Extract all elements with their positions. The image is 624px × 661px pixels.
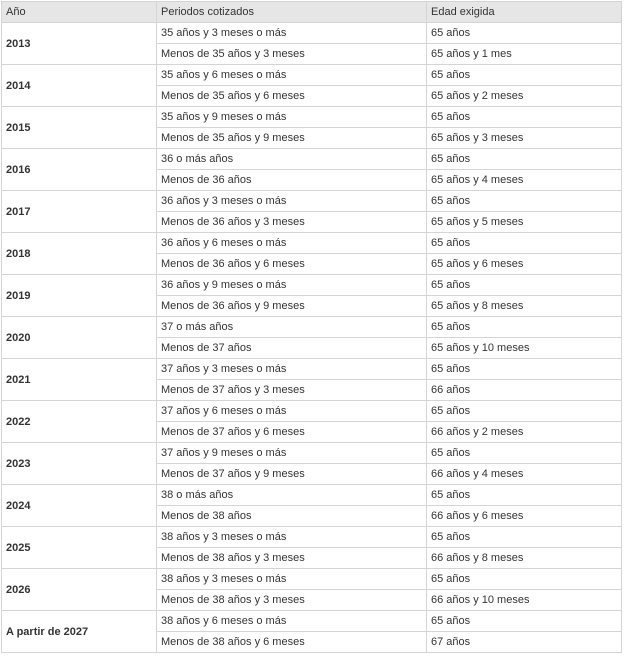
period-cell: 36 años y 6 meses o más [157, 233, 427, 254]
age-cell: 65 años [427, 359, 622, 380]
table-row [2, 23, 622, 44]
age-cell: 65 años [427, 233, 622, 254]
period-cell: 38 años y 3 meses o más [157, 569, 427, 590]
age-cell: 65 años y 3 meses [427, 128, 622, 149]
header-period: Periodos cotizados [157, 2, 427, 23]
year-cell: 2020 [2, 317, 157, 359]
age-cell: 66 años y 6 meses [427, 506, 622, 527]
period-cell: Menos de 37 años y 9 meses [157, 464, 427, 485]
period-cell: 36 o más años [157, 149, 427, 170]
period-cell: Menos de 36 años y 3 meses [157, 212, 427, 233]
age-cell: 65 años y 2 meses [427, 86, 622, 107]
year-cell: 2018 [2, 233, 157, 275]
period-cell: 36 años y 3 meses o más [157, 191, 427, 212]
period-cell: Menos de 38 años y 3 meses [157, 548, 427, 569]
period-cell: 38 años y 6 meses o más [157, 611, 427, 632]
period-cell: 38 o más años [157, 485, 427, 506]
period-cell: Menos de 35 años y 9 meses [157, 128, 427, 149]
period-cell: Menos de 38 años [157, 506, 427, 527]
year-cell: 2014 [2, 65, 157, 107]
table-row [2, 527, 622, 548]
age-cell: 65 años [427, 485, 622, 506]
age-cell: 65 años [427, 107, 622, 128]
period-cell: 37 años y 3 meses o más [157, 359, 427, 380]
year-cell: 2016 [2, 149, 157, 191]
age-cell: 65 años y 4 meses [427, 170, 622, 191]
year-cell: 2013 [2, 23, 157, 65]
year-cell: 2023 [2, 443, 157, 485]
period-cell: Menos de 35 años y 3 meses [157, 44, 427, 65]
table-row [2, 317, 622, 338]
age-cell: 67 años [427, 632, 622, 653]
age-cell: 66 años y 8 meses [427, 548, 622, 569]
table-row [2, 191, 622, 212]
header-age: Edad exigida [427, 2, 622, 23]
period-cell: Menos de 36 años y 9 meses [157, 296, 427, 317]
table-row [2, 65, 622, 86]
header-row [2, 2, 622, 23]
age-cell: 65 años [427, 569, 622, 590]
year-cell: 2022 [2, 401, 157, 443]
period-cell: Menos de 36 años [157, 170, 427, 191]
year-cell: 2026 [2, 569, 157, 611]
age-cell: 66 años y 2 meses [427, 422, 622, 443]
period-cell: 35 años y 9 meses o más [157, 107, 427, 128]
period-cell: Menos de 37 años y 3 meses [157, 380, 427, 401]
age-cell: 66 años y 4 meses [427, 464, 622, 485]
year-cell: 2024 [2, 485, 157, 527]
age-cell: 65 años y 5 meses [427, 212, 622, 233]
age-cell: 65 años [427, 191, 622, 212]
age-cell: 65 años [427, 527, 622, 548]
table-row [2, 569, 622, 590]
table-row [2, 359, 622, 380]
table-row [2, 443, 622, 464]
table-body [2, 23, 622, 653]
period-cell: Menos de 38 años y 3 meses [157, 590, 427, 611]
table-header [2, 2, 622, 23]
age-cell: 65 años [427, 611, 622, 632]
table-row [2, 485, 622, 506]
table-row [2, 233, 622, 254]
age-cell: 65 años [427, 443, 622, 464]
year-cell: 2019 [2, 275, 157, 317]
year-cell: 2021 [2, 359, 157, 401]
age-cell: 65 años [427, 149, 622, 170]
period-cell: Menos de 36 años y 6 meses [157, 254, 427, 275]
table-row [2, 107, 622, 128]
period-cell: 35 años y 6 meses o más [157, 65, 427, 86]
year-cell: 2015 [2, 107, 157, 149]
age-cell: 65 años y 10 meses [427, 338, 622, 359]
period-cell: Menos de 37 años y 6 meses [157, 422, 427, 443]
period-cell: 37 o más años [157, 317, 427, 338]
age-cell: 66 años [427, 380, 622, 401]
age-cell: 65 años y 6 meses [427, 254, 622, 275]
period-cell: 37 años y 6 meses o más [157, 401, 427, 422]
year-cell: A partir de 2027 [2, 611, 157, 653]
age-cell: 65 años [427, 65, 622, 86]
age-cell: 65 años y 1 mes [427, 44, 622, 65]
period-cell: 38 años y 3 meses o más [157, 527, 427, 548]
age-cell: 65 años [427, 401, 622, 422]
table-row [2, 275, 622, 296]
period-cell: Menos de 35 años y 6 meses [157, 86, 427, 107]
age-cell: 65 años y 8 meses [427, 296, 622, 317]
retirement-age-table [1, 1, 622, 653]
period-cell: Menos de 38 años y 6 meses [157, 632, 427, 653]
table-row [2, 149, 622, 170]
table-row [2, 611, 622, 632]
year-cell: 2025 [2, 527, 157, 569]
period-cell: Menos de 37 años [157, 338, 427, 359]
year-cell: 2017 [2, 191, 157, 233]
age-cell: 66 años y 10 meses [427, 590, 622, 611]
age-cell: 65 años [427, 23, 622, 44]
header-year: Año [2, 2, 157, 23]
age-cell: 65 años [427, 275, 622, 296]
period-cell: 36 años y 9 meses o más [157, 275, 427, 296]
age-cell: 65 años [427, 317, 622, 338]
period-cell: 35 años y 3 meses o más [157, 23, 427, 44]
table-row [2, 401, 622, 422]
period-cell: 37 años y 9 meses o más [157, 443, 427, 464]
